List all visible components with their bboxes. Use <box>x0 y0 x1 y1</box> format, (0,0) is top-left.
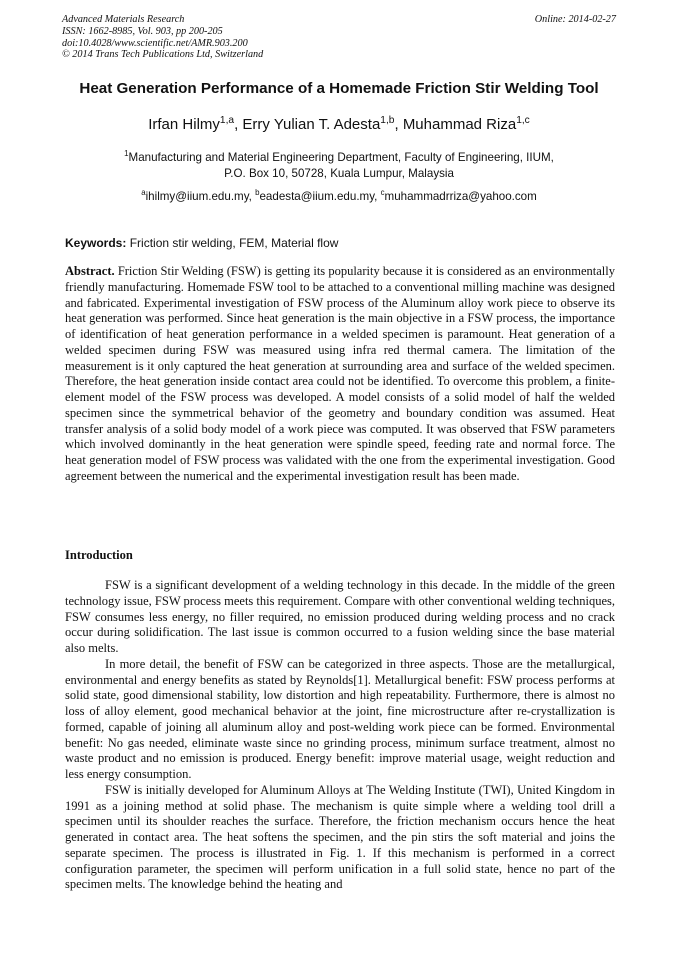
author-name: Muhammad Riza <box>402 116 517 133</box>
doi-line: doi:10.4028/www.scientific.net/AMR.903.200 <box>62 37 248 49</box>
abstract-text: Friction Stir Welding (FSW) is getting its popularity because it is considered as an environmentally friendly manufacturing. Homemade FSW tool to be attached to a conventional milling machine was designed and fabricated. Experimental investigation of FSW process of the Aluminum alloy work piece to observe its heat generation was performed. Since heat generation is the main objective in a FSW process, the importance of identification of heat generation performance in a welded specimen is paramount. Heat generation of a welded specimen during FSW was measured using infra red thermal camera. The limitation of the measurement is it only captured the heat generation at surrounding area and surface of the welded specimen. Therefore, the heat generation inside contact area could not be identified. To overcome this problem, a finite-element model of the FSW process was developed. A model consists of a solid model of half the welded specimen since the symmetrical behavior of the geometry and boundary condition was assumed. Heat transfer analysis of a solid body model of a work piece was computed. It was observed that FSW parameters which involved dominantly in the heat generation were spindle speed, feeding rate and normal force. The heat generation model of FSW process was validated with the one from the experimental investigation. Good agreement between the numerical and the experimental investigation result has been made. <box>65 264 615 483</box>
issn-line: ISSN: 1662-8985, Vol. 903, pp 200-205 <box>62 25 223 37</box>
paragraph: FSW is a significant development of a welding technology in this decade. In the middle of the green technology issue, FSW process meets this requirement. Compare with other conventional welding techniques, FSW consumes less energy, no filler required, no emission produced during welding process and no crack occur during solidification. The last issue is common occurred to a fusion welding since the base material also melts. <box>65 578 615 655</box>
email-address: eadesta@iium.edu.my <box>259 190 375 203</box>
email-list: $^a$ihilmy@iium.edu.my, $^b$eadesta@iium.edu.my, $^c$muhammadrriza@yahoo.com <box>141 188 537 203</box>
author-name: Irfan Hilmy <box>148 116 220 133</box>
introduction-body <box>65 578 615 893</box>
affiliation-line: P.O. Box 10, 50728, Kuala Lumpur, Malaysia <box>224 166 454 180</box>
page-header <box>62 14 616 61</box>
affiliation-marker: 1 <box>124 149 129 159</box>
keywords-label: Keywords: <box>65 236 127 250</box>
keywords <box>65 236 615 250</box>
email-marker: c <box>380 188 385 198</box>
email-address: ihilmy@iium.edu.my <box>145 190 249 203</box>
paper-title: Heat Generation Performance of a Homemade Friction Stir Welding Tool <box>79 80 599 97</box>
email-marker: b <box>255 188 260 198</box>
copyright-line: © 2014 Trans Tech Publications Ltd, Switzerland <box>62 49 264 61</box>
author-affiliation-marker: 1,b <box>380 115 395 126</box>
affiliation <box>40 150 638 181</box>
online-date: Online: 2014-02-27 <box>534 14 616 25</box>
email-address: muhammadrriza@yahoo.com <box>384 190 537 203</box>
email-marker: a <box>141 188 146 198</box>
section-heading-introduction: Introduction <box>65 548 133 562</box>
journal-name: Advanced Materials Research <box>62 14 185 25</box>
author-affiliation-marker: 1,a <box>219 115 235 126</box>
affiliation-line: Manufacturing and Material Engineering Department, Faculty of Engineering, IIUM, <box>128 151 554 164</box>
author-name: Erry Yulian T. Adesta <box>242 116 381 133</box>
paragraph: In more detail, the benefit of FSW can be categorized in three aspects. Those are the metallurgical, environmental and energy benefits as stated by Reynolds[1]. Metallurgical benefit: FSW process performs at solid state, good dimensional stability, low distortion and high repeatability. Furthermore, there is almost no loss of alloy element, good mechanical behavior at the joint, fine microstructure after re-crystallization is formed, capable of joining all aluminum alloy and post-welding work piece can be formed. Environmental benefit: No gas needed, eliminate waste since no grinding process, minimum surface treatment, almost no waste product and no emission is produced. Energy benefit: improve material usage, weight reduction and less energy consumption. <box>65 656 615 781</box>
keywords-text: Friction stir welding, FEM, Material flow <box>129 236 339 250</box>
paragraph: FSW is initially developed for Aluminum Alloys at The Welding Institute (TWI), United Kingdom in 1991 as a joining method at solid phase. The mechanism is quite simple where a welding tool drill a specimen until its shoulder reaches the surface. Therefore, the friction mechanism occurs hence the heat generated in contact area. The heat softens the specimen, and the pin stirs the soft material and joins the separate specimen. The process is illustrated in Fig. 1. If this mechanism is performed in a correct configuration parameter, the specimen will perform unification in a full solid state, hence no part of the specimen melts. The knowledge behind the heating and <box>65 782 615 892</box>
abstract-label: Abstract. <box>65 264 115 278</box>
author-affiliation-marker: 1,c <box>516 115 530 126</box>
author-list: Irfan Hilmy$^{1,a}$, Erry Yulian T. Adesta$^{1,b}$, Muhammad Riza$^{1,c}$ <box>148 115 530 133</box>
abstract <box>65 264 615 485</box>
